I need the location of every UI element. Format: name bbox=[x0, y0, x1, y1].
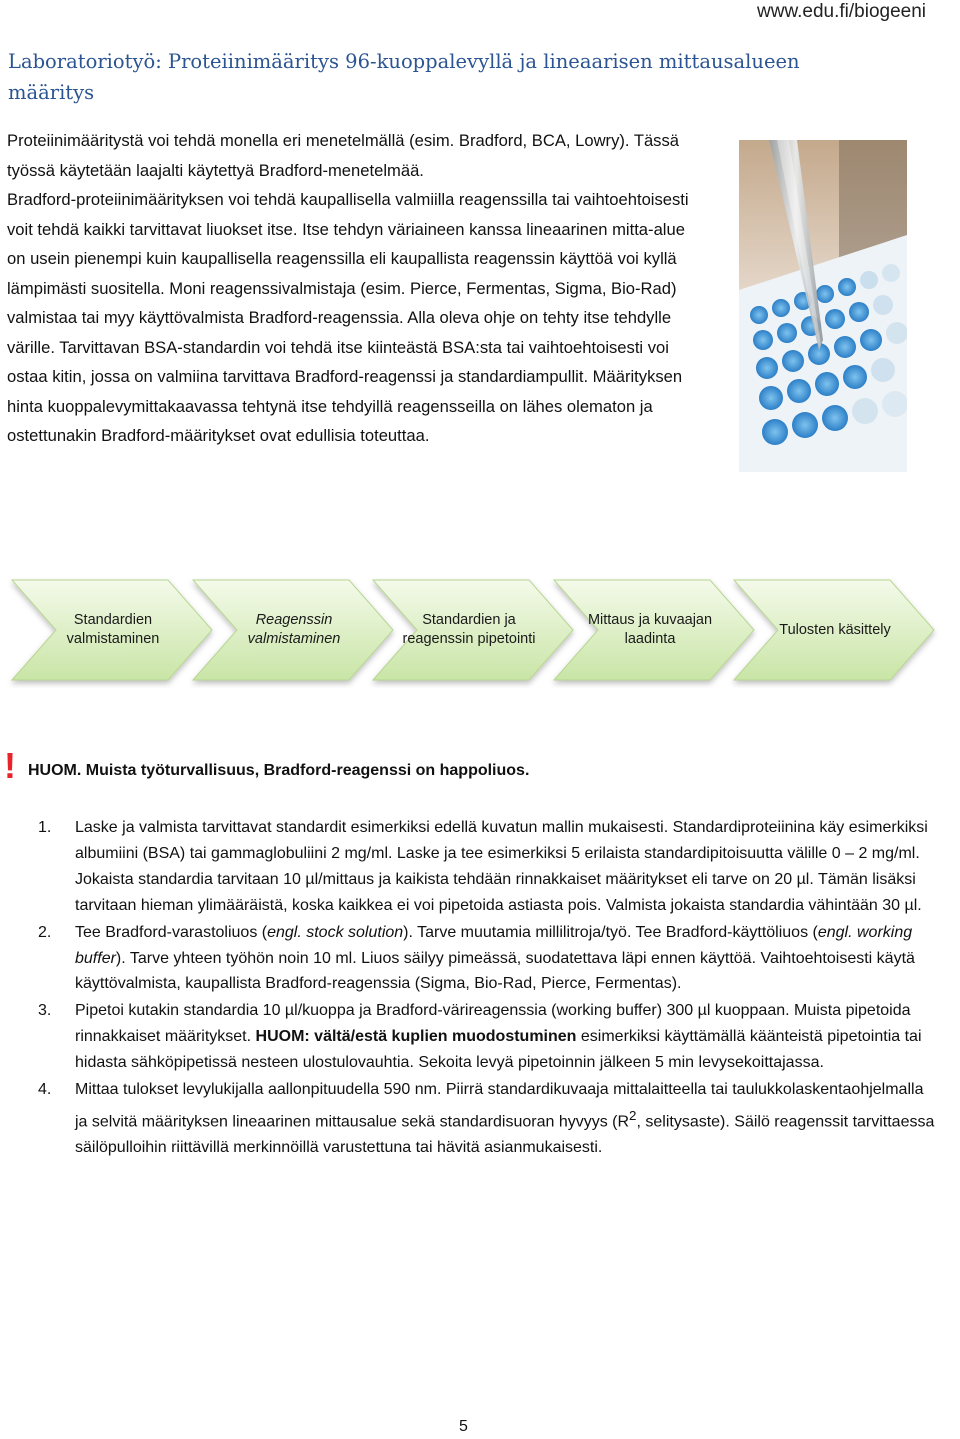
step-4-text-a: Mittaa tulokset levylukijalla aallonpituudella 590 nm. Piirrä standardikuvaaja mittalaitteella tai taulukkolaskentaohjelmalla ja selvitä määrityksen lineaarinen mittausalue sekä standardisuoran hyvyys (R bbox=[75, 1081, 924, 1131]
workflow-step-2: Reagenssin valmistaminen bbox=[247, 612, 341, 647]
step-4-text-b: , selitysaste). Säilö reagenssit tarvittaessa säilöpulloihin riittävillä merkinnöillä varustettuna tai hävitä asianmukaisesti. bbox=[75, 1113, 935, 1157]
site-url: www.edu.fi/biogeeni bbox=[757, 1, 926, 22]
intro-text bbox=[7, 126, 707, 451]
step-item-2 bbox=[0, 920, 935, 998]
workflow-step-5: Tulosten käsittely bbox=[779, 621, 891, 638]
step-2-text-a: Tee Bradford-varastoliuos ( bbox=[75, 923, 268, 941]
pipette-plate-illustration bbox=[739, 140, 907, 472]
step-2-term-stock: engl. stock solution bbox=[267, 923, 404, 941]
step-text-1: Laske ja valmista tarvittavat standardit esimerkiksi edellä kuvatun mallin mukaisesti. Standardiproteiinina käy esimerkiksi albumiini (BSA) tai gammaglobuliini 2 mg/ml. Laske ja tee esimerkiksi 5 erilaista standardipitoisuutta välille 0 – 2 mg/ml. Jokaista standardia tarvitaan 10 µl/mittaus ja kaikista tehdään rinnakkaiset määritykset eli tarve on 20 µl. Tämän lisäksi tarvitaan hieman ylimääräistä, koska kaikkea ei voi pipetoida astiasta pois. Valmista jokaista standardia vähintään 30 µl. bbox=[75, 819, 928, 914]
workflow-step-4: Mittaus ja kuvaajan laadinta bbox=[587, 612, 713, 647]
step-text-3 bbox=[75, 998, 935, 1076]
page-title: Laboratoriotyö: Proteiinimääritys 96-kuoppalevyllä ja lineaarisen mittausalueen määritys bbox=[8, 50, 800, 104]
step-3-bubble-warning: HUOM: vältä/estä kuplien muodostuminen bbox=[255, 1028, 577, 1046]
step-text-4 bbox=[75, 1077, 935, 1161]
intro-paragraph-2: Bradford-proteiinimäärityksen voi tehdä kaupallisella valmiilla reagenssilla tai vaihtoehtoisesti voit tehdä kaikki tarvittavat liuokset itse. Itse tehdyn väriaineen kanssa lineaarinen mitta-alue on usein pienempi kuin kaupallisella reagenssilla eli kaupallista reagenssin käyttöä voi kyllä lämpimästi suositella. Moni reagenssivalmistaja (esim. Pierce, Fermentas, Sigma, Bio-Rad) valmistaa tai myy käyttövalmista Bradford-reagenssia. Alla oleva ohje on tehty itse tehdylle värille. Tarvittavan BSA-standardin voi tehdä itse kiinteästä BSA:sta tai vaihtoehtoisesti voi ostaa kitin, jossa on valmiina tarvittava Bradford-reagenssi ja standardiampullit. Määrityksen hinta kuoppalevymittakaavassa tehtynä itse tehdyillä reagensseilla on lähes olematon ja ostettunakin Bradford-määritykset ovat edullisia toteuttaa. bbox=[7, 190, 689, 445]
step-number-4: 4. bbox=[38, 1081, 52, 1099]
step-3-text-a: Pipetoi kutakin standardia 10 µl/kuoppa ja Bradford-värireagenssia (working buffer) 300 µl kuoppaan. Muista pipetoida rinnakkaiset määritykset. bbox=[75, 1002, 911, 1046]
step-number-1: 1. bbox=[38, 819, 52, 836]
step-item-3 bbox=[0, 998, 935, 1076]
step-2-text-c: ). Tarve yhteen työhön noin 10 ml. Liuos säilyy pimeässä, suodatettava läpi ennen käyttöä. Vaihtoehtoisesti käytä käyttövalmista, kaupallista Bradford-reagenssia (Sigma, Bio-Rad, Pierce, Fermentas). bbox=[75, 949, 915, 993]
workflow-diagram bbox=[0, 578, 960, 688]
safety-warning bbox=[4, 745, 530, 786]
step-2-term-working: engl. working buffer bbox=[75, 923, 913, 967]
workflow-step-1: Standardien valmistaminen bbox=[66, 612, 160, 647]
step-3-text-b: esimerkiksi käyttämällä käänteistä pipetointia tai hidasta sähköpipetissä nesteen ulostulovauhtia. Sekoita levyä pipetoinnin jälkeen 5 min levysekoittajassa. bbox=[75, 1028, 922, 1072]
step-text-2 bbox=[75, 920, 935, 998]
page-number: 5 bbox=[459, 1418, 468, 1435]
step-item-4 bbox=[0, 1077, 935, 1161]
intro-paragraph-1: Proteiinimääritystä voi tehdä monella eri menetelmällä (esim. Bradford, BCA, Lowry). Tässä työssä käytetään laajalti käytettyä Bradford-menetelmää. bbox=[7, 131, 680, 180]
exclamation-icon: ! bbox=[4, 745, 16, 786]
step-number-3: 3. bbox=[38, 1002, 52, 1020]
procedure-steps bbox=[0, 815, 935, 1162]
step-number-2: 2. bbox=[38, 923, 52, 941]
safety-warning-text: HUOM. Muista työturvallisuus, Bradford-reagenssi on happoliuos. bbox=[28, 762, 530, 779]
workflow-step-3: Standardien ja reagenssin pipetointi bbox=[402, 612, 536, 647]
step-item-1 bbox=[0, 815, 935, 919]
lab-pipette-photo bbox=[739, 140, 907, 472]
step-2-text-b: ). Tarve muutamia millilitroja/työ. Tee Bradford-käyttöliuos ( bbox=[403, 923, 818, 941]
step-4-superscript: 2 bbox=[629, 1107, 637, 1123]
